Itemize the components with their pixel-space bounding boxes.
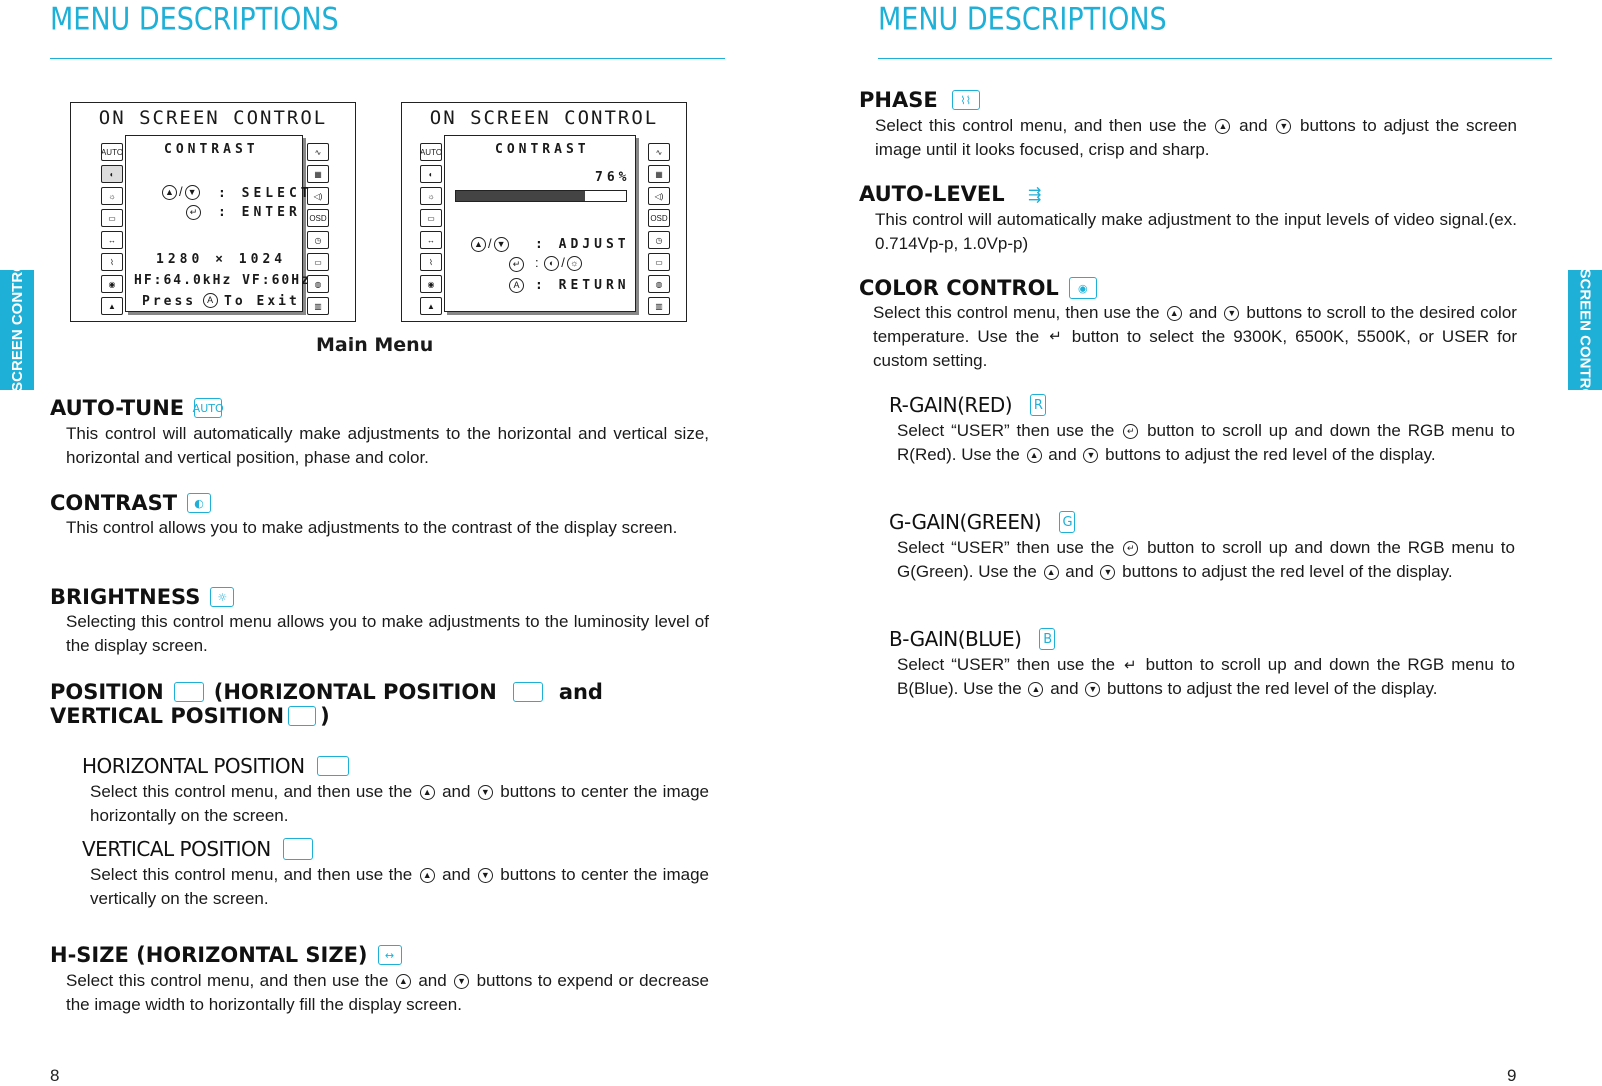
body-text: Select this control menu, and then use the xyxy=(90,865,413,884)
brightness-title: BRIGHTNESS xyxy=(50,585,201,609)
position-title: POSITION xyxy=(50,680,164,704)
body-text: buttons to adjust the screen image until it looks focused, crisp and sharp. xyxy=(875,116,1517,159)
clock-icon: ◷ xyxy=(648,231,670,249)
vertical-position-icon xyxy=(283,838,313,860)
hsize-icon: ↔ xyxy=(420,231,442,249)
monitor-icon: ▭ xyxy=(307,253,329,271)
r-gain-body xyxy=(897,419,1515,466)
body-text: and xyxy=(1048,444,1077,464)
osd-inner-box xyxy=(125,135,313,312)
phase-body xyxy=(875,114,1517,161)
body-text: and xyxy=(1065,561,1094,581)
hsize-title: H-SIZE (HORIZONTAL SIZE) xyxy=(50,943,368,967)
r-gain-title: R-GAIN(RED) xyxy=(889,393,1013,417)
color-control-heading xyxy=(859,276,1097,300)
up-button-icon: ▲ xyxy=(1215,119,1230,134)
position-heading-line2 xyxy=(50,704,330,728)
right-page xyxy=(801,0,1602,1086)
body-text: and xyxy=(442,865,471,884)
auto-level-title: AUTO-LEVEL xyxy=(859,182,1005,206)
section-tab-right xyxy=(1568,240,1602,420)
color-palette-icon: ◉ xyxy=(1069,277,1097,299)
body-text: Select this control menu, then use the xyxy=(873,303,1160,322)
body-text: Select this control menu, and then use the xyxy=(66,971,389,990)
clock-icon: ◷ xyxy=(307,231,329,249)
auto-tune-heading xyxy=(50,396,222,420)
up-down-buttons: ▲ / ▼ xyxy=(160,184,202,200)
contrast-heading xyxy=(50,491,211,515)
osd-return-label: : RETURN xyxy=(535,278,630,293)
position-heading xyxy=(50,680,603,704)
vertical-position-body xyxy=(90,863,709,910)
contrast-icon: ◐ xyxy=(187,493,211,513)
phase-wave-icon: ∿ xyxy=(307,143,329,161)
audio-icon: ◁) xyxy=(648,187,670,205)
body-text: button to scroll up and down the RGB menu to B(Blue). Use the xyxy=(897,655,1515,699)
osd-enter-label: : ENTER xyxy=(218,205,301,220)
warning-icon: ▲ xyxy=(101,297,123,315)
enter-icon: ↵ xyxy=(1124,656,1137,674)
horizontal-position-body xyxy=(90,780,709,827)
body-text: buttons to adjust the red level of the display. xyxy=(1122,561,1453,581)
osd-adjust-label: : ADJUST xyxy=(535,237,630,252)
enter-button-icon: ↵ xyxy=(507,256,526,274)
r-gain-heading xyxy=(889,393,1046,417)
brightness-icon: ☼ xyxy=(101,187,123,205)
hsize-heading xyxy=(50,943,402,967)
phase-icon: ⌇ xyxy=(101,253,123,271)
section-tab-left xyxy=(0,240,34,420)
osd-icon: OSD xyxy=(307,209,329,227)
body-text: button to select the 9300K, 6500K, 5500K, or USER for custom setting. xyxy=(873,326,1517,370)
osd-item-label: CONTRAST xyxy=(495,142,590,157)
body-text: Select this control menu, and then use the xyxy=(90,782,413,801)
hsize-body xyxy=(66,969,709,1016)
position-title-vpos: VERTICAL POSITION xyxy=(50,704,285,728)
monitor-icon: ▭ xyxy=(648,253,670,271)
phase-icon: ⌇ xyxy=(420,253,442,271)
b-gain-icon: B xyxy=(1039,628,1055,650)
auto-level-body: This control will automatically make adjustment to the input levels of video signal.(ex. 0.714Vp-p, 1.0Vp-p) xyxy=(875,210,1517,253)
main-menu-caption: Main Menu xyxy=(316,334,434,356)
brightness-body: Selecting this control menu allows you to make adjustments to the luminosity level of the display screen. xyxy=(66,612,709,655)
section-tab-label: ON-SCREEN CONTROLS xyxy=(1576,240,1594,420)
enter-button-icon: ↵ xyxy=(1123,541,1138,556)
osd-exit-row xyxy=(142,292,300,310)
up-button-icon: ▲ xyxy=(420,868,435,883)
phase-icon: ⌇⌇ xyxy=(952,90,980,110)
body-text: buttons to center the image horizontally on the screen. xyxy=(90,782,709,825)
body-text: Select this control menu, and then use the xyxy=(875,116,1207,135)
position-icon: ▭ xyxy=(420,209,442,227)
header-rule xyxy=(50,58,725,59)
down-button-icon: ▼ xyxy=(478,868,493,883)
osd-percent: 76% xyxy=(595,170,631,185)
osd-press-label: Press xyxy=(142,294,197,309)
contrast-progress-bar xyxy=(455,190,627,202)
position-icon: ▭ xyxy=(101,209,123,227)
up-button-icon: ▲ xyxy=(420,785,435,800)
b-gain-title: B-GAIN(BLUE) xyxy=(889,627,1022,651)
contrast-progress-fill xyxy=(456,191,585,201)
a-button-icon: A xyxy=(203,293,218,308)
osd-title: ON SCREEN CONTROL xyxy=(98,107,328,129)
g-gain-title: G-GAIN(GREEN) xyxy=(889,510,1042,534)
enter-button-icon: ↵ xyxy=(1123,424,1138,439)
warning-icon: ▲ xyxy=(420,297,442,315)
color-icon: ◉ xyxy=(101,275,123,293)
brightness-heading xyxy=(50,585,234,609)
g-gain-body xyxy=(897,536,1515,583)
body-text: buttons to adjust the red level of the display. xyxy=(1105,444,1436,464)
body-text: Select “USER” then use the xyxy=(897,655,1115,674)
page-header: MENU DESCRIPTIONS xyxy=(50,1,339,38)
contrast-icon: ◐ xyxy=(420,165,442,183)
body-text: Select “USER” then use the xyxy=(897,538,1115,557)
auto-icon: AUTO xyxy=(101,143,123,161)
a-button-icon: A xyxy=(507,277,526,295)
horizontal-position-title: HORIZONTAL POSITION xyxy=(82,754,305,778)
contrast-title: CONTRAST xyxy=(50,491,178,515)
b-gain-body xyxy=(897,653,1515,701)
auto-icon: AUTO xyxy=(420,143,442,161)
body-text: and xyxy=(1188,303,1218,322)
osd-contrast-panel xyxy=(401,102,687,322)
vertical-position-title: VERTICAL POSITION xyxy=(82,837,271,861)
auto-tune-body: This control will automatically make adjustments to the horizontal and vertical size, horizontal and vertical position, phase and color. xyxy=(66,424,709,467)
body-text: buttons to adjust the red level of the display. xyxy=(1107,679,1438,699)
up-button-icon: ▲ xyxy=(396,974,411,989)
rgb-icon: ▦ xyxy=(307,165,329,183)
book-icon: ▥ xyxy=(307,297,329,315)
body-text: button to scroll up and down the RGB menu to G(Green). Use the xyxy=(897,538,1515,581)
hsize-icon: ↔ xyxy=(101,231,123,249)
phase-heading xyxy=(859,88,980,112)
osd-title: ON SCREEN CONTROL xyxy=(429,107,659,129)
down-button-icon: ▼ xyxy=(454,974,469,989)
b-gain-heading xyxy=(889,627,1055,651)
auto-level-heading xyxy=(859,182,1047,206)
enter-icon: ↵ xyxy=(1049,328,1062,346)
osd-icon: OSD xyxy=(648,209,670,227)
header-rule xyxy=(878,58,1552,59)
up-button-icon: ▲ xyxy=(1028,682,1043,697)
vertical-position-icon xyxy=(288,706,316,726)
position-icon xyxy=(174,682,204,702)
down-button-icon: ▼ xyxy=(478,785,493,800)
osd-left-icons xyxy=(101,143,123,315)
auto-icon: AUTO xyxy=(194,398,222,418)
up-button-icon: ▲ xyxy=(1044,565,1059,580)
up-button-icon: ▲ xyxy=(1027,448,1042,463)
down-button-icon: ▼ xyxy=(1083,448,1098,463)
osd-resolution: 1280 × 1024 xyxy=(156,252,287,267)
osd-right-icons xyxy=(307,143,329,315)
section-tab-label: ON-SCREEN CONTROLS xyxy=(8,240,26,420)
rgb-icon: ▦ xyxy=(648,165,670,183)
phase-title: PHASE xyxy=(859,88,938,112)
down-button-icon: ▼ xyxy=(1085,682,1100,697)
brightness-icon: ☼ xyxy=(210,587,234,607)
color-icon: ◉ xyxy=(420,275,442,293)
position-title-close: ) xyxy=(320,704,330,728)
osd-frequency: HF:64.0kHz VF:60Hz xyxy=(134,273,311,288)
audio-icon: ◁) xyxy=(307,187,329,205)
color-control-body xyxy=(873,301,1517,372)
position-title-and: and xyxy=(558,680,603,704)
horizontal-position-icon xyxy=(513,682,543,702)
osd-item-label: CONTRAST xyxy=(164,142,259,157)
down-button-icon: ▼ xyxy=(1276,119,1291,134)
down-button-icon: ▼ xyxy=(1224,306,1239,321)
contrast-icon: ◐ xyxy=(101,165,123,183)
osd-right-icons xyxy=(648,143,670,315)
brightness-icon: ☼ xyxy=(420,187,442,205)
osd-inner-box xyxy=(444,135,636,312)
contrast-brightness-toggle: : ◐ / ☼ xyxy=(535,255,584,271)
phase-wave-icon: ∿ xyxy=(648,143,670,161)
body-text: and xyxy=(1050,679,1079,699)
page-number: 8 xyxy=(50,1066,60,1085)
body-text: buttons to center the image vertically on the screen. xyxy=(90,865,709,908)
osd-select-label: : SELECT xyxy=(218,186,313,201)
enter-button-icon: ↵ xyxy=(184,204,203,222)
body-text: and xyxy=(1239,116,1268,135)
body-text: buttons to scroll to the desired color temperature. Use the xyxy=(873,303,1517,346)
position-title-hpos: (HORIZONTAL POSITION xyxy=(213,680,497,704)
r-gain-icon: R xyxy=(1030,394,1046,416)
globe-icon: ◍ xyxy=(648,275,670,293)
body-text: Select “USER” then use the xyxy=(897,421,1115,440)
osd-left-icons xyxy=(420,143,442,315)
up-down-buttons: ▲ / ▼ xyxy=(469,236,511,252)
body-text: button to scroll up and down the RGB menu to R(Red). Use the xyxy=(897,421,1515,464)
body-text: and xyxy=(442,782,471,801)
osd-exit-label: To Exit xyxy=(224,294,300,309)
auto-tune-title: AUTO-TUNE xyxy=(50,396,185,420)
vertical-position-heading xyxy=(82,837,313,861)
g-gain-heading xyxy=(889,510,1075,534)
contrast-body: This control allows you to make adjustments to the contrast of the display screen. xyxy=(66,518,678,537)
horizontal-position-icon xyxy=(317,756,349,776)
down-button-icon: ▼ xyxy=(1100,565,1115,580)
color-control-title: COLOR CONTROL xyxy=(859,276,1059,300)
hsize-icon: ↔ xyxy=(378,945,402,965)
book-icon: ▥ xyxy=(648,297,670,315)
page-number: 9 xyxy=(1507,1066,1517,1085)
globe-icon: ◍ xyxy=(307,275,329,293)
page-header: MENU DESCRIPTIONS xyxy=(878,1,1167,38)
auto-level-icon: ⇶ xyxy=(1027,184,1042,204)
up-button-icon: ▲ xyxy=(1167,306,1182,321)
horizontal-position-heading xyxy=(82,754,349,778)
body-text: and xyxy=(418,971,447,990)
body-text: buttons to expend or decrease the image width to horizontally fill the display screen. xyxy=(66,971,710,1014)
g-gain-icon: G xyxy=(1059,511,1075,533)
osd-main-menu-panel xyxy=(70,102,356,322)
